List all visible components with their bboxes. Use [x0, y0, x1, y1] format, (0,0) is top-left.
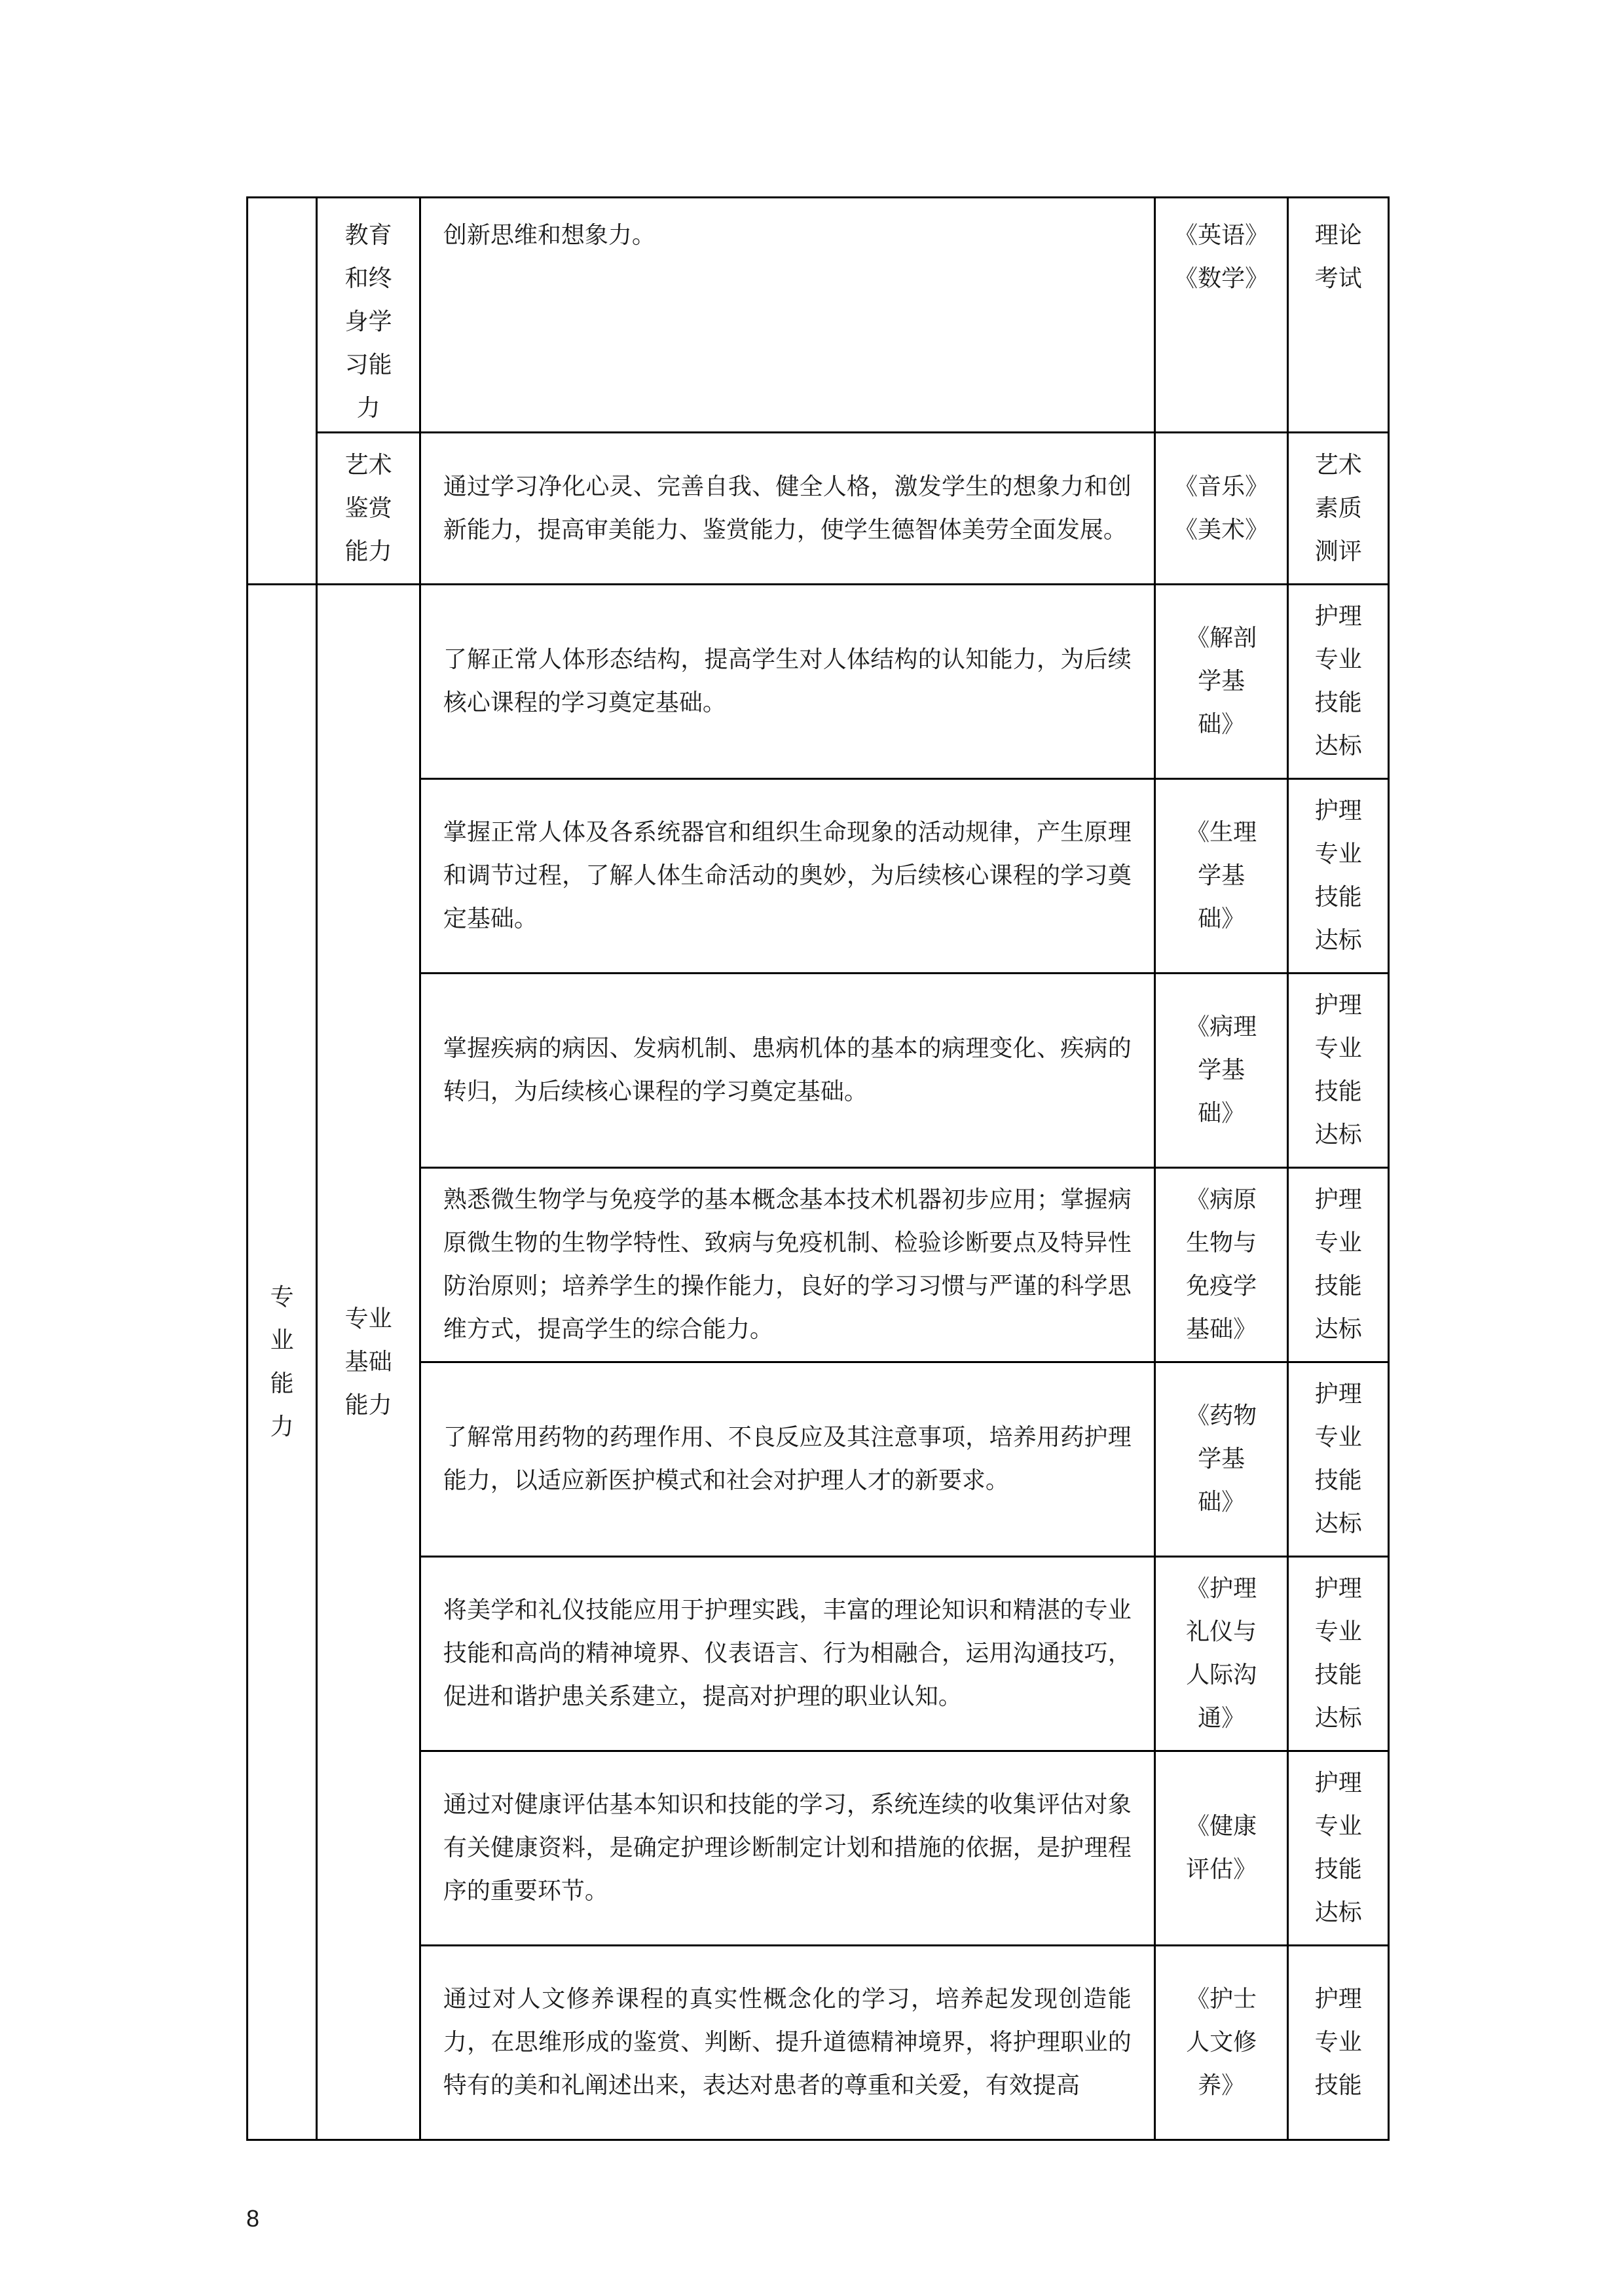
- course-name: 《健康评估》: [1186, 1813, 1257, 1883]
- category-cell-empty: [248, 198, 317, 585]
- description-text: 通过对人文修养课程的真实性概念化的学习，培养起发现创造能力，在思维形成的鉴赏、判断、提升道德精神境界，将护理职业的特有的美和礼阐述出来，表达对患者的尊重和关爱，有效提高: [443, 1986, 1132, 2099]
- description-cell: [420, 1751, 1154, 1946]
- assessment-cell: [1288, 779, 1389, 974]
- assessment-cell: [1288, 585, 1389, 779]
- category-label: 专业能力: [270, 1283, 294, 1440]
- description-cell: [420, 1557, 1154, 1751]
- sub-category-label: 艺术鉴赏能力: [344, 451, 392, 565]
- course-cell: [1154, 198, 1288, 433]
- assessment-label: 理论考试: [1314, 222, 1362, 292]
- course-name: 《护士人文修养》: [1186, 1986, 1257, 2099]
- assessment-label: 护理专业技能达标: [1314, 1381, 1362, 1537]
- course-cell: [1154, 1946, 1288, 2140]
- table-row: [248, 585, 1389, 779]
- description-text: 通过学习净化心灵、完善自我、健全人格，激发学生的想象力和创新能力，提高审美能力、鉴赏能力，使学生德智体美劳全面发展。: [443, 473, 1132, 543]
- assessment-cell: [1288, 433, 1389, 585]
- sub-category-cell: [317, 198, 420, 433]
- description-cell: [420, 1946, 1154, 2140]
- course-name: 《数学》: [1174, 265, 1269, 292]
- course-cell: [1154, 1168, 1288, 1362]
- course-cell: [1154, 974, 1288, 1168]
- course-name: 《英语》: [1174, 222, 1269, 249]
- description-text: 熟悉微生物学与免疫学的基本概念基本技术机器初步应用；掌握病原微生物的生物学特性、致病与免疫机制、检验诊断要点及特异性防治原则；培养学生的操作能力，良好的学习习惯与严谨的科学思维方式，提高学生的综合能力。: [443, 1186, 1132, 1343]
- sub-category-label: 教育和终身学习能力: [344, 222, 392, 422]
- assessment-cell: [1288, 1362, 1389, 1557]
- assessment-cell: [1288, 1557, 1389, 1751]
- sub-category-cell: [317, 433, 420, 585]
- assessment-label: 护理专业技能达标: [1314, 603, 1362, 759]
- course-cell: [1154, 1362, 1288, 1557]
- description-text: 创新思维和想象力。: [443, 222, 655, 249]
- assessment-cell: [1288, 1168, 1389, 1362]
- course-cell: [1154, 585, 1288, 779]
- table-row: [248, 433, 1389, 585]
- sub-category-cell: [317, 585, 420, 2140]
- description-text: 掌握疾病的病因、发病机制、患病机体的基本的病理变化、疾病的转归，为后续核心课程的学习奠定基础。: [443, 1035, 1132, 1105]
- description-text: 将美学和礼仪技能应用于护理实践，丰富的理论知识和精湛的专业技能和高尚的精神境界、仪表语言、行为相融合，运用沟通技巧，促进和谐护患关系建立，提高对护理的职业认知。: [443, 1597, 1132, 1710]
- description-text: 通过对健康评估基本知识和技能的学习，系统连续的收集评估对象有关健康资料，是确定护理诊断制定计划和措施的依据，是护理程序的重要环节。: [443, 1791, 1132, 1904]
- assessment-label: 护理专业技能达标: [1314, 1770, 1362, 1926]
- assessment-label: 护理专业技能达标: [1314, 1186, 1362, 1343]
- description-text: 掌握正常人体及各系统器官和组织生命现象的活动规律，产生原理和调节过程，了解人体生命活动的奥妙，为后续核心课程的学习奠定基础。: [443, 819, 1132, 932]
- course-cell: [1154, 779, 1288, 974]
- course-name: 《生理学基础》: [1186, 819, 1257, 932]
- course-name: 《护理礼仪与人际沟通》: [1186, 1575, 1257, 1732]
- description-cell: [420, 1168, 1154, 1362]
- curriculum-table: [246, 196, 1390, 2141]
- course-cell: [1154, 1751, 1288, 1946]
- assessment-label: 护理专业技能达标: [1314, 992, 1362, 1148]
- assessment-cell: [1288, 198, 1389, 433]
- description-cell: [420, 198, 1154, 433]
- description-cell: [420, 585, 1154, 779]
- course-name: 《病原生物与免疫学基础》: [1186, 1186, 1257, 1343]
- description-text: 了解正常人体形态结构，提高学生对人体结构的认知能力，为后续核心课程的学习奠定基础。: [443, 646, 1132, 716]
- description-cell: [420, 433, 1154, 585]
- assessment-label: 护理专业技能: [1314, 1986, 1362, 2099]
- description-cell: [420, 779, 1154, 974]
- assessment-label: 艺术素质测评: [1314, 451, 1362, 565]
- table-row: [248, 198, 1389, 433]
- sub-category-label: 专业基础能力: [344, 1305, 392, 1419]
- course-name: 《音乐》: [1174, 473, 1269, 500]
- course-name: 《解剖学基础》: [1186, 625, 1257, 738]
- description-cell: [420, 974, 1154, 1168]
- description-cell: [420, 1362, 1154, 1557]
- course-name: 《病理学基础》: [1186, 1013, 1257, 1127]
- category-cell: [248, 585, 317, 2140]
- course-name: 《美术》: [1174, 516, 1269, 543]
- assessment-cell: [1288, 1946, 1389, 2140]
- assessment-label: 护理专业技能达标: [1314, 1575, 1362, 1732]
- page-number: 8: [246, 2205, 260, 2232]
- assessment-cell: [1288, 974, 1389, 1168]
- description-text: 了解常用药物的药理作用、不良反应及其注意事项，培养用药护理能力，以适应新医护模式和社会对护理人才的新要求。: [443, 1424, 1132, 1494]
- course-cell: [1154, 433, 1288, 585]
- course-name: 《药物学基础》: [1186, 1402, 1257, 1516]
- course-cell: [1154, 1557, 1288, 1751]
- assessment-cell: [1288, 1751, 1389, 1946]
- assessment-label: 护理专业技能达标: [1314, 797, 1362, 954]
